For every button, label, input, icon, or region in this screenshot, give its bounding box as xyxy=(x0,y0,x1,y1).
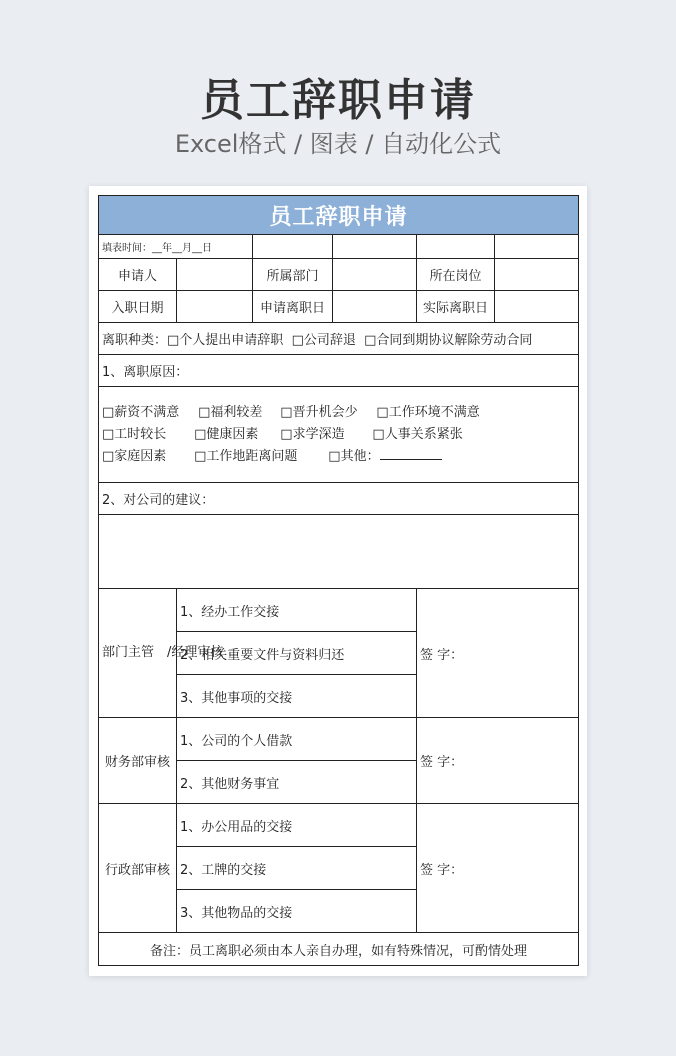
reason-environment[interactable]: □工作环境不满意 xyxy=(376,404,480,420)
reason-promotion[interactable]: □晋升机会少 xyxy=(280,404,358,420)
section-manager-label: 部门主管 /经理审核 xyxy=(99,589,177,718)
fill-time-label: 填表时间：__年__月__日 xyxy=(99,235,253,259)
applicant-label: 申请人 xyxy=(99,259,177,291)
reason-family[interactable]: □家庭因素 xyxy=(102,448,167,464)
manager-item: 2、相关重要文件与资料归还 xyxy=(177,632,417,675)
resignation-type-row xyxy=(99,323,579,355)
form-sheet xyxy=(89,186,587,976)
page-title: 员工辞职申请 xyxy=(200,75,476,126)
blank-cell[interactable] xyxy=(253,235,333,259)
blank-cell[interactable] xyxy=(495,235,579,259)
apply-date-label: 申请离职日 xyxy=(253,291,333,323)
reason-welfare[interactable]: □福利较差 xyxy=(198,404,263,420)
actual-date-label: 实际离职日 xyxy=(417,291,495,323)
manager-item: 3、其他事项的交接 xyxy=(177,675,417,718)
suggestion-label: 2、对公司的建议： xyxy=(99,483,579,515)
position-label: 所在岗位 xyxy=(417,259,495,291)
admin-item: 2、工牌的交接 xyxy=(177,847,417,890)
reason-hours[interactable]: □工时较长 xyxy=(102,426,167,442)
form-header: 员工辞职申请 xyxy=(99,196,579,235)
admin-signature[interactable]: 签 字： xyxy=(417,804,579,933)
reason-other[interactable]: □其他： xyxy=(328,448,380,464)
resignation-type-label: 离职种类： xyxy=(102,333,168,348)
position-field[interactable] xyxy=(495,259,579,291)
blank-cell[interactable] xyxy=(333,235,417,259)
section-admin-label: 行政部审核 xyxy=(99,804,177,933)
type-option-personal[interactable]: □个人提出申请辞职 xyxy=(167,333,284,348)
finance-item: 2、其他财务事宜 xyxy=(177,761,417,804)
finance-signature[interactable]: 签 字： xyxy=(417,718,579,804)
type-option-contract[interactable]: □合同到期协议解除劳动合同 xyxy=(364,333,533,348)
reason-options xyxy=(99,387,579,483)
department-field[interactable] xyxy=(333,259,417,291)
reason-health[interactable]: □健康因素 xyxy=(194,426,259,442)
reason-study[interactable]: □求学深造 xyxy=(280,426,345,442)
section-finance-label: 财务部审核 xyxy=(99,718,177,804)
actual-date-field[interactable] xyxy=(495,291,579,323)
reason-salary[interactable]: □薪资不满意 xyxy=(102,404,180,420)
page-subtitle: Excel格式 / 图表 / 自动化公式 xyxy=(174,130,502,158)
hire-date-label: 入职日期 xyxy=(99,291,177,323)
manager-item: 1、经办工作交接 xyxy=(177,589,417,632)
reason-distance[interactable]: □工作地距离问题 xyxy=(194,448,298,464)
reason-label: 1、离职原因： xyxy=(99,355,579,387)
department-label: 所属部门 xyxy=(253,259,333,291)
manager-signature[interactable]: 签 字： xyxy=(417,589,579,718)
admin-item: 1、办公用品的交接 xyxy=(177,804,417,847)
reason-other-blank[interactable] xyxy=(380,447,442,460)
suggestion-field[interactable] xyxy=(99,515,579,589)
apply-date-field[interactable] xyxy=(333,291,417,323)
applicant-field[interactable] xyxy=(177,259,253,291)
finance-item: 1、公司的个人借款 xyxy=(177,718,417,761)
type-option-dismissal[interactable]: □公司辞退 xyxy=(291,333,356,348)
blank-cell[interactable] xyxy=(417,235,495,259)
reason-relations[interactable]: □人事关系紧张 xyxy=(372,426,463,442)
admin-item: 3、其他物品的交接 xyxy=(177,890,417,933)
hire-date-field[interactable] xyxy=(177,291,253,323)
form-note: 备注：员工离职必须由本人亲自办理，如有特殊情况，可酌情处理 xyxy=(99,933,579,966)
resignation-form-table xyxy=(98,195,579,966)
